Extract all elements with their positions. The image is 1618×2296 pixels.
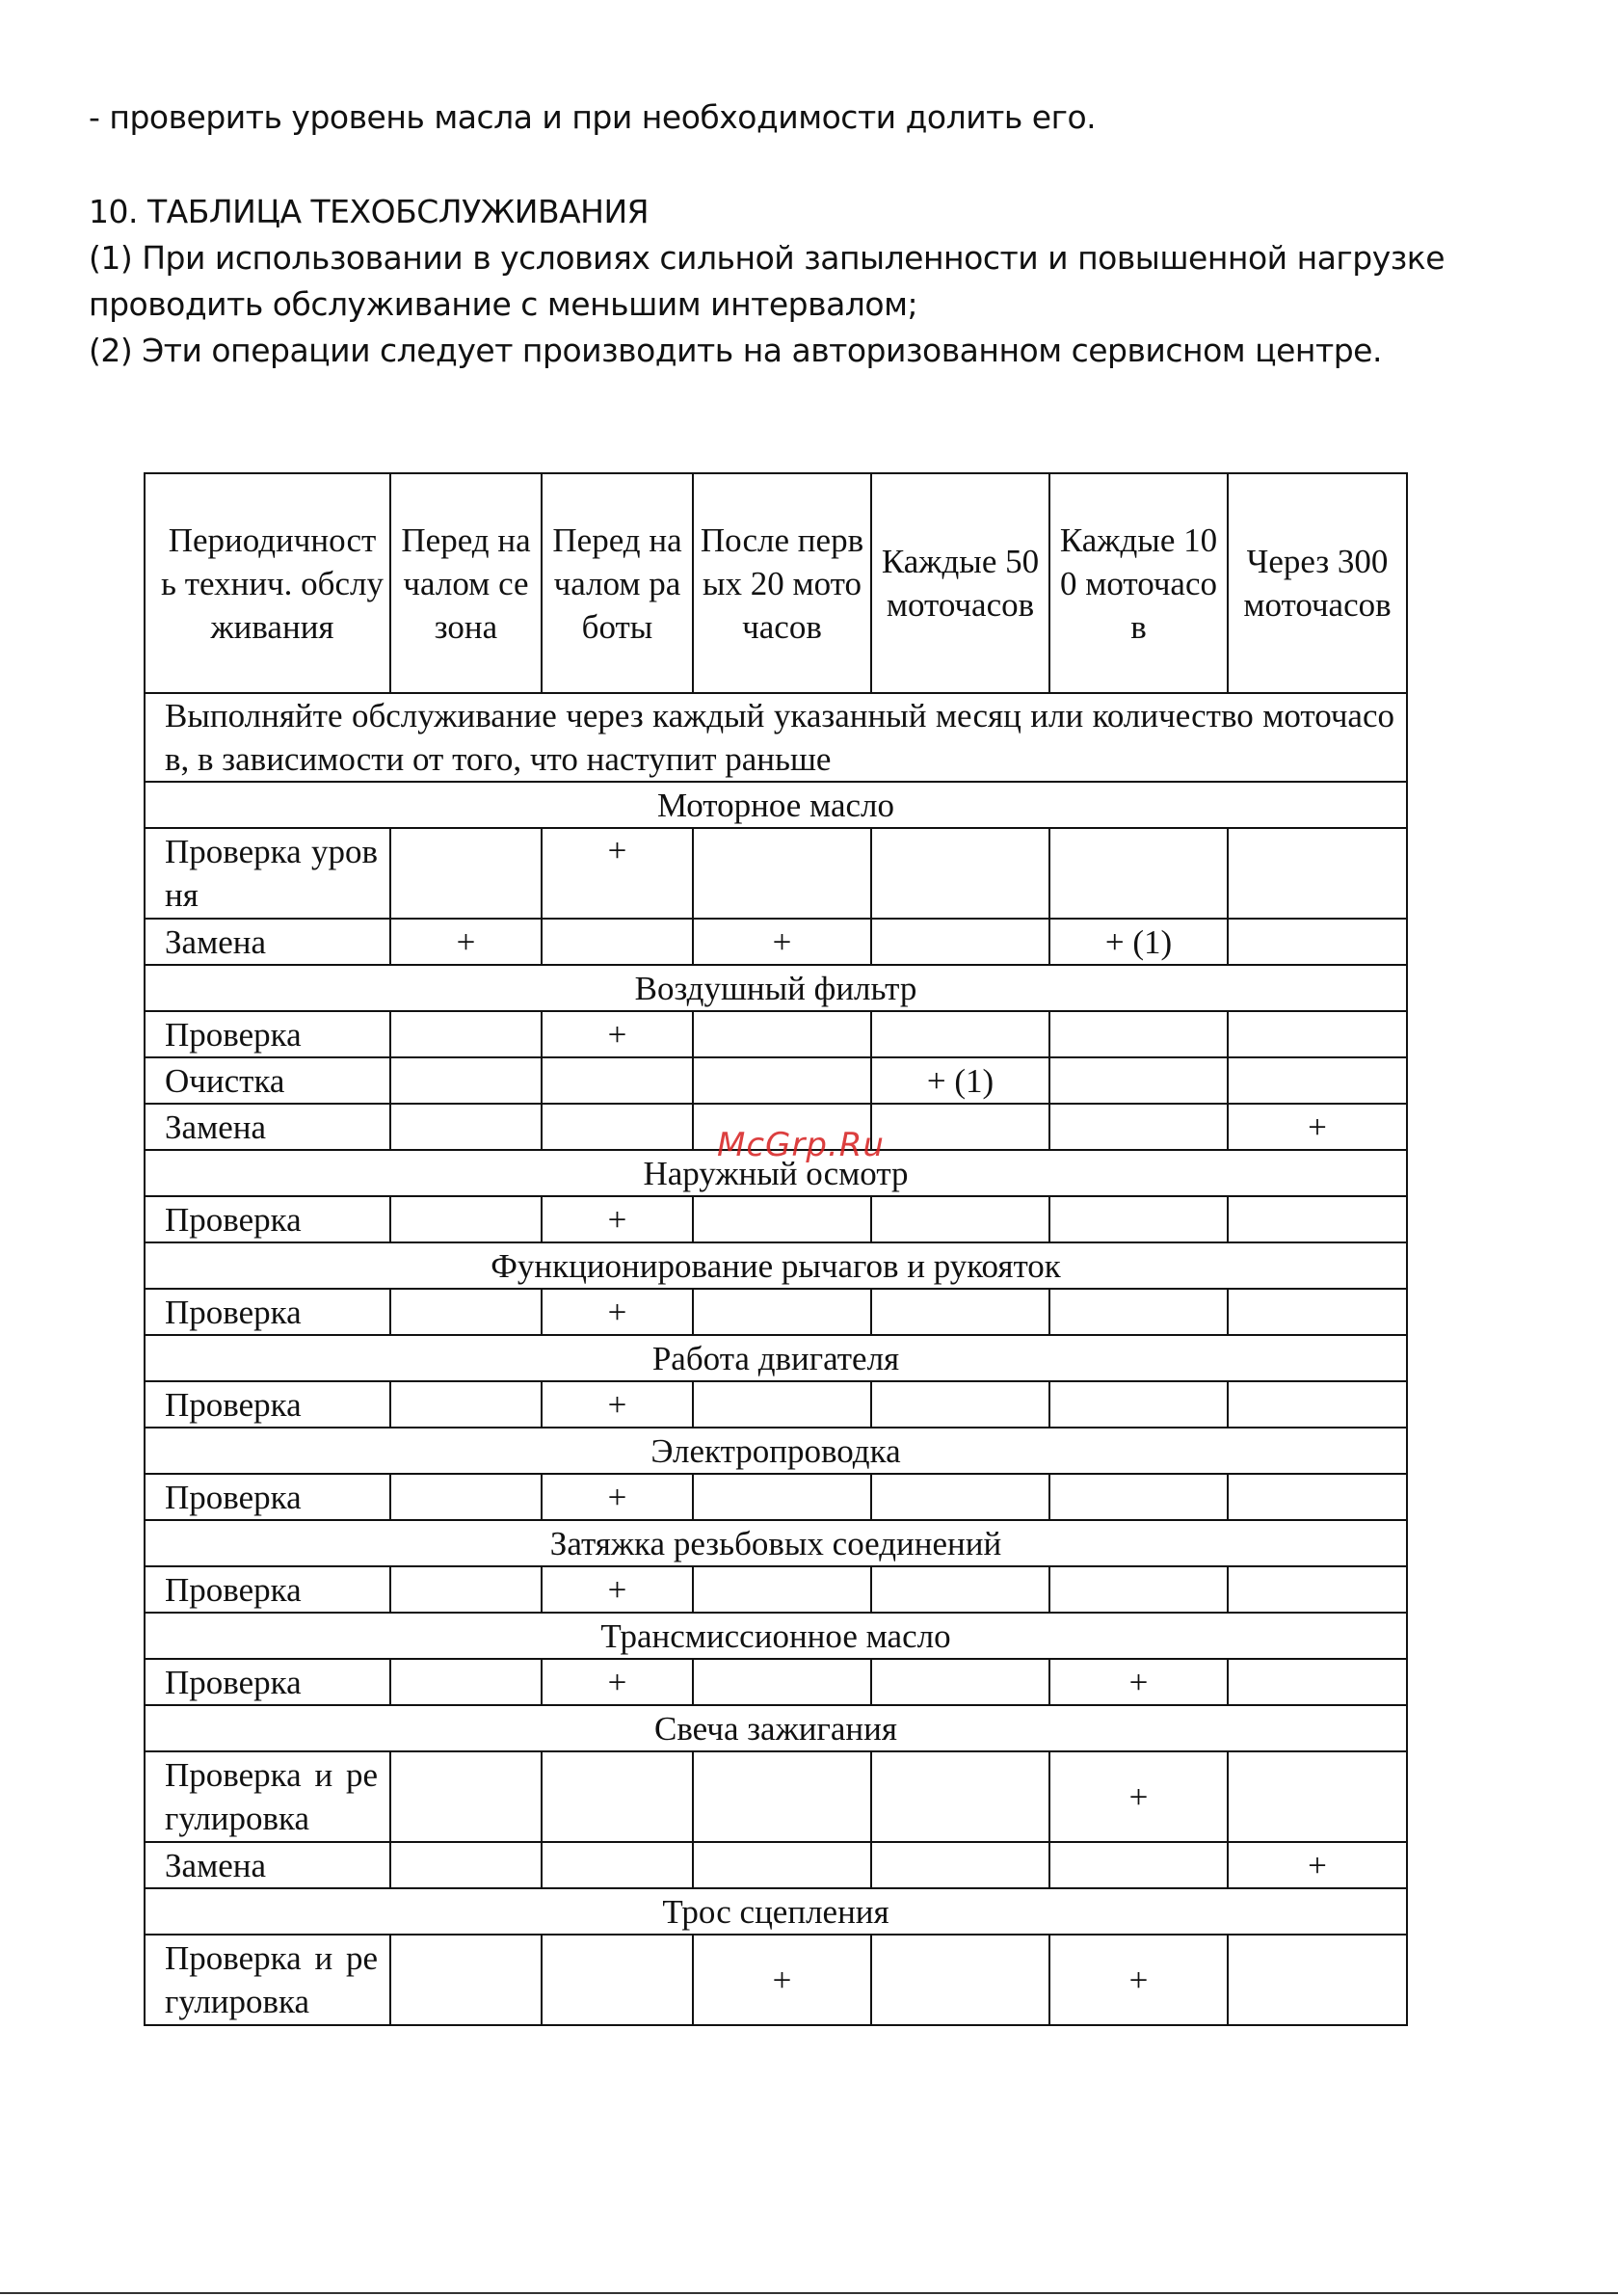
interval-mark-cell: +	[1049, 1659, 1228, 1705]
header-after-first-20h: После первых 20 моточасов	[693, 473, 871, 693]
intro-text: - проверить уровень масла и при необходимости долить его.	[89, 98, 1097, 136]
section-row	[145, 1242, 1407, 1289]
interval-mark-cell	[693, 828, 871, 919]
interval-mark-cell	[390, 828, 542, 919]
table-row	[145, 1751, 1407, 1842]
interval-mark-cell	[542, 1751, 693, 1842]
interval-mark-cell	[1049, 1196, 1228, 1242]
interval-mark-cell	[390, 1104, 542, 1150]
table-row	[145, 1104, 1407, 1150]
table-row	[145, 919, 1407, 965]
interval-mark-cell	[1228, 1935, 1407, 2025]
interval-mark-cell: +	[542, 1566, 693, 1613]
table-row	[145, 1011, 1407, 1057]
interval-mark-cell	[1049, 1566, 1228, 1613]
section-row	[145, 965, 1407, 1011]
interval-mark-cell	[390, 1011, 542, 1057]
header-periodicity: Периодичность технич. обслуживания	[145, 473, 390, 693]
header-every-100h: Каждые 100 моточасов	[1049, 473, 1228, 693]
maintenance-table	[144, 472, 1408, 2026]
table-row	[145, 1935, 1407, 2025]
interval-mark-cell	[693, 1104, 871, 1150]
interval-mark-cell	[871, 1011, 1049, 1057]
section-title-cell: Наружный осмотр	[145, 1150, 1407, 1196]
table-row	[145, 1289, 1407, 1335]
interval-mark-cell	[871, 1474, 1049, 1520]
header-every-50h: Каждые 50 моточасов	[871, 473, 1049, 693]
interval-mark-cell	[693, 1566, 871, 1613]
interval-mark-cell	[1228, 1566, 1407, 1613]
interval-mark-cell	[871, 1381, 1049, 1428]
watermark: McGrp.Ru	[717, 1126, 885, 1164]
section-row	[145, 782, 1407, 828]
interval-mark-cell	[1228, 1659, 1407, 1705]
interval-mark-cell: +	[542, 1011, 693, 1057]
interval-mark-cell	[1228, 1196, 1407, 1242]
interval-mark-cell	[542, 1935, 693, 2025]
operation-label: Замена	[145, 1842, 390, 1888]
table-row	[145, 1474, 1407, 1520]
interval-mark-cell	[871, 1566, 1049, 1613]
interval-mark-cell	[390, 1659, 542, 1705]
interval-mark-cell: +	[693, 919, 871, 965]
interval-mark-cell	[1049, 828, 1228, 919]
interval-mark-cell	[390, 1289, 542, 1335]
interval-mark-cell	[390, 1566, 542, 1613]
interval-mark-cell: +	[1049, 1751, 1228, 1842]
interval-mark-cell	[871, 919, 1049, 965]
interval-mark-cell	[542, 919, 693, 965]
interval-mark-cell	[871, 1289, 1049, 1335]
operation-label: Проверка	[145, 1659, 390, 1705]
section-title-cell: Функционирование рычагов и рукояток	[145, 1242, 1407, 1289]
table-note: Выполняйте обслуживание через каждый указанный месяц или количество моточасов, в зависимости от того, что наступит раньше	[145, 693, 1407, 782]
interval-mark-cell: + (1)	[1049, 919, 1228, 965]
table-row	[145, 828, 1407, 919]
interval-mark-cell	[693, 1751, 871, 1842]
interval-mark-cell	[871, 828, 1049, 919]
section-title-cell: Затяжка резьбовых соединений	[145, 1520, 1407, 1566]
table-row	[145, 1057, 1407, 1104]
interval-mark-cell	[1049, 1381, 1228, 1428]
operation-label: Замена	[145, 919, 390, 965]
interval-mark-cell	[1049, 1011, 1228, 1057]
interval-mark-cell: +	[542, 1381, 693, 1428]
interval-mark-cell	[1228, 1057, 1407, 1104]
operation-label: Проверка	[145, 1011, 390, 1057]
note-row	[145, 693, 1407, 782]
interval-mark-cell	[693, 1842, 871, 1888]
interval-mark-cell: +	[390, 919, 542, 965]
header-after-300h: Через 300 моточасов	[1228, 473, 1407, 693]
interval-mark-cell: +	[542, 828, 693, 919]
interval-mark-cell	[542, 1104, 693, 1150]
interval-mark-cell: +	[542, 1659, 693, 1705]
interval-mark-cell	[693, 1474, 871, 1520]
operation-label: Очистка	[145, 1057, 390, 1104]
section-title: 10. ТАБЛИЦА ТЕХОБСЛУЖИВАНИЯ	[89, 193, 650, 230]
section-block	[89, 189, 1553, 374]
section-title-cell: Электропроводка	[145, 1428, 1407, 1474]
section-title-cell: Свеча зажигания	[145, 1705, 1407, 1751]
interval-mark-cell	[1228, 1381, 1407, 1428]
interval-mark-cell	[693, 1196, 871, 1242]
header-before-work: Перед началом работы	[542, 473, 693, 693]
interval-mark-cell	[390, 1057, 542, 1104]
table-row	[145, 1566, 1407, 1613]
interval-mark-cell	[390, 1196, 542, 1242]
table-row	[145, 1196, 1407, 1242]
interval-mark-cell	[693, 1289, 871, 1335]
interval-mark-cell	[693, 1659, 871, 1705]
interval-mark-cell	[871, 1196, 1049, 1242]
interval-mark-cell	[1049, 1842, 1228, 1888]
interval-mark-cell	[871, 1751, 1049, 1842]
note-2: (2) Эти операции следует производить на авторизованном сервисном центре.	[89, 332, 1382, 369]
interval-mark-cell: +	[1228, 1842, 1407, 1888]
interval-mark-cell	[1228, 1011, 1407, 1057]
operation-label: Проверка	[145, 1196, 390, 1242]
maintenance-table-body	[145, 473, 1407, 2025]
operation-label: Проверка	[145, 1381, 390, 1428]
operation-label: Проверка и регулировка	[145, 1935, 390, 2025]
interval-mark-cell	[871, 1104, 1049, 1150]
bottom-rule	[0, 2292, 1618, 2294]
section-row	[145, 1335, 1407, 1381]
interval-mark-cell	[1228, 1751, 1407, 1842]
interval-mark-cell	[390, 1474, 542, 1520]
interval-mark-cell	[1049, 1474, 1228, 1520]
interval-mark-cell	[1049, 1104, 1228, 1150]
note-1-line-2: проводить обслуживание с меньшим интервалом;	[89, 285, 918, 323]
section-row	[145, 1520, 1407, 1566]
interval-mark-cell	[693, 1057, 871, 1104]
interval-mark-cell	[871, 1659, 1049, 1705]
interval-mark-cell: +	[542, 1196, 693, 1242]
interval-mark-cell	[390, 1842, 542, 1888]
interval-mark-cell	[871, 1935, 1049, 2025]
interval-mark-cell	[871, 1842, 1049, 1888]
interval-mark-cell: +	[693, 1935, 871, 2025]
operation-label: Проверка	[145, 1289, 390, 1335]
section-row	[145, 1150, 1407, 1196]
interval-mark-cell: + (1)	[871, 1057, 1049, 1104]
section-row	[145, 1705, 1407, 1751]
interval-mark-cell	[1228, 1289, 1407, 1335]
header-before-season: Перед началом сезона	[390, 473, 542, 693]
section-title-cell: Трансмиссионное масло	[145, 1613, 1407, 1659]
interval-mark-cell	[1228, 919, 1407, 965]
interval-mark-cell	[542, 1842, 693, 1888]
interval-mark-cell	[390, 1381, 542, 1428]
interval-mark-cell	[1049, 1289, 1228, 1335]
interval-mark-cell: +	[1228, 1104, 1407, 1150]
table-row	[145, 1659, 1407, 1705]
header-row	[145, 473, 1407, 693]
operation-label: Замена	[145, 1104, 390, 1150]
table-row	[145, 1381, 1407, 1428]
operation-label: Проверка уровня	[145, 828, 390, 919]
interval-mark-cell: +	[542, 1474, 693, 1520]
interval-mark-cell	[693, 1381, 871, 1428]
section-title-cell: Моторное масло	[145, 782, 1407, 828]
interval-mark-cell	[542, 1057, 693, 1104]
interval-mark-cell	[1228, 828, 1407, 919]
section-row	[145, 1428, 1407, 1474]
table-row	[145, 1842, 1407, 1888]
section-title-cell: Трос сцепления	[145, 1888, 1407, 1935]
interval-mark-cell	[1049, 1057, 1228, 1104]
section-row	[145, 1613, 1407, 1659]
operation-label: Проверка	[145, 1474, 390, 1520]
interval-mark-cell	[390, 1935, 542, 2025]
section-title-cell: Воздушный фильтр	[145, 965, 1407, 1011]
interval-mark-cell	[390, 1751, 542, 1842]
interval-mark-cell	[1228, 1474, 1407, 1520]
interval-mark-cell: +	[542, 1289, 693, 1335]
section-title-cell: Работа двигателя	[145, 1335, 1407, 1381]
note-1-line-1: (1) При использовании в условиях сильной запыленности и повышенной нагрузке	[89, 239, 1446, 277]
section-row	[145, 1888, 1407, 1935]
operation-label: Проверка и регулировка	[145, 1751, 390, 1842]
interval-mark-cell	[693, 1011, 871, 1057]
interval-mark-cell: +	[1049, 1935, 1228, 2025]
operation-label: Проверка	[145, 1566, 390, 1613]
